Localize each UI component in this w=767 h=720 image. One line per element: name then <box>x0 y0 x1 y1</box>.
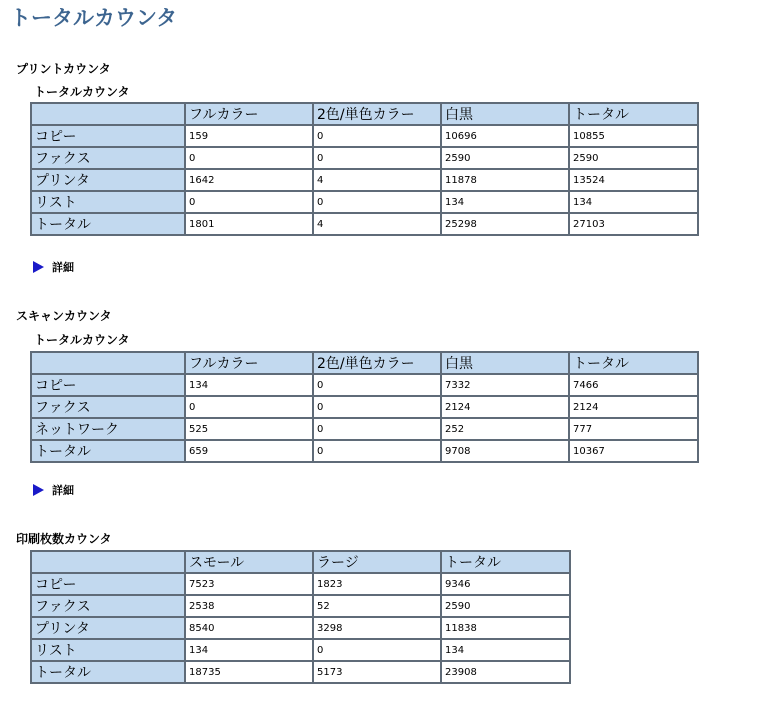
column-header-black-white: 白黒 <box>441 103 569 125</box>
column-header-total: トータル <box>569 352 698 374</box>
table-cell: 11878 <box>441 169 569 191</box>
table-cell: 525 <box>185 418 313 440</box>
column-header-two-color: 2色/単色カラー <box>313 352 441 374</box>
table-cell: 9708 <box>441 440 569 462</box>
table-cell: 0 <box>313 147 441 169</box>
detail-link-label: 詳細 <box>52 261 74 274</box>
table-cell: 0 <box>185 191 313 213</box>
table-row <box>31 440 698 462</box>
column-header-small: スモール <box>185 551 313 573</box>
table-row <box>31 396 698 418</box>
table-cell: 25298 <box>441 213 569 235</box>
table-cell: 52 <box>313 595 441 617</box>
table-cell: 7466 <box>569 374 698 396</box>
column-header-blank <box>31 551 185 573</box>
table-cell: 134 <box>185 374 313 396</box>
table-cell: 2590 <box>441 147 569 169</box>
table-cell: 1823 <box>313 573 441 595</box>
table-cell: 134 <box>185 639 313 661</box>
print-sheet-counter-table <box>30 550 571 684</box>
column-header-blank <box>31 352 185 374</box>
column-header-blank <box>31 103 185 125</box>
table-cell: 7523 <box>185 573 313 595</box>
table-cell: 134 <box>441 191 569 213</box>
table-cell: 3298 <box>313 617 441 639</box>
table-cell: 0 <box>313 440 441 462</box>
row-label-list: リスト <box>31 191 185 213</box>
table-cell: 777 <box>569 418 698 440</box>
table-header-row <box>31 551 570 573</box>
table-cell: 18735 <box>185 661 313 683</box>
row-label-fax: ファクス <box>31 147 185 169</box>
column-header-full-color: フルカラー <box>185 103 313 125</box>
table-row <box>31 169 698 191</box>
row-label-copy: コピー <box>31 125 185 147</box>
table-cell: 11838 <box>441 617 570 639</box>
row-label-fax: ファクス <box>31 396 185 418</box>
print-total-counter-subtitle: トータルカウンタ <box>34 85 130 99</box>
table-cell: 4 <box>313 169 441 191</box>
table-row <box>31 617 570 639</box>
table-cell: 10367 <box>569 440 698 462</box>
column-header-total: トータル <box>569 103 698 125</box>
scan-total-counter-subtitle: トータルカウンタ <box>34 333 130 347</box>
table-row <box>31 213 698 235</box>
table-cell: 252 <box>441 418 569 440</box>
table-cell: 0 <box>185 396 313 418</box>
table-cell: 0 <box>313 639 441 661</box>
table-cell: 0 <box>313 396 441 418</box>
row-label-total: トータル <box>31 440 185 462</box>
detail-link-label: 詳細 <box>52 484 74 497</box>
row-label-copy: コピー <box>31 573 185 595</box>
table-row <box>31 639 570 661</box>
table-row <box>31 573 570 595</box>
column-header-full-color: フルカラー <box>185 352 313 374</box>
table-row <box>31 418 698 440</box>
table-cell: 8540 <box>185 617 313 639</box>
print-sheet-counter-title: 印刷枚数カウンタ <box>16 532 112 546</box>
table-cell: 0 <box>313 191 441 213</box>
column-header-total: トータル <box>441 551 570 573</box>
row-label-copy: コピー <box>31 374 185 396</box>
scan-detail-link[interactable] <box>33 482 74 498</box>
play-arrow-icon <box>33 484 44 496</box>
table-row <box>31 595 570 617</box>
table-row <box>31 147 698 169</box>
row-label-printer: プリンタ <box>31 617 185 639</box>
table-row <box>31 661 570 683</box>
column-header-large: ラージ <box>313 551 441 573</box>
column-header-black-white: 白黒 <box>441 352 569 374</box>
table-cell: 1801 <box>185 213 313 235</box>
table-cell: 2590 <box>441 595 570 617</box>
print-counter-title: プリントカウンタ <box>16 62 111 76</box>
row-label-fax: ファクス <box>31 595 185 617</box>
table-cell: 134 <box>569 191 698 213</box>
row-label-printer: プリンタ <box>31 169 185 191</box>
table-cell: 1642 <box>185 169 313 191</box>
table-cell: 13524 <box>569 169 698 191</box>
table-cell: 7332 <box>441 374 569 396</box>
print-counter-table <box>30 102 699 236</box>
scan-counter-table <box>30 351 699 463</box>
table-cell: 0 <box>313 125 441 147</box>
row-label-network: ネットワーク <box>31 418 185 440</box>
table-cell: 9346 <box>441 573 570 595</box>
table-cell: 10855 <box>569 125 698 147</box>
table-cell: 2538 <box>185 595 313 617</box>
table-cell: 4 <box>313 213 441 235</box>
table-header-row <box>31 103 698 125</box>
table-cell: 5173 <box>313 661 441 683</box>
table-cell: 0 <box>313 418 441 440</box>
table-cell: 2590 <box>569 147 698 169</box>
table-header-row <box>31 352 698 374</box>
print-detail-link[interactable] <box>33 259 74 275</box>
row-label-list: リスト <box>31 639 185 661</box>
table-row <box>31 125 698 147</box>
table-cell: 27103 <box>569 213 698 235</box>
table-cell: 659 <box>185 440 313 462</box>
row-label-total: トータル <box>31 661 185 683</box>
table-cell: 2124 <box>441 396 569 418</box>
table-cell: 134 <box>441 639 570 661</box>
page-title: トータルカウンタ <box>10 6 178 30</box>
table-cell: 23908 <box>441 661 570 683</box>
table-cell: 0 <box>313 374 441 396</box>
play-arrow-icon <box>33 261 44 273</box>
table-cell: 159 <box>185 125 313 147</box>
column-header-two-color: 2色/単色カラー <box>313 103 441 125</box>
table-cell: 2124 <box>569 396 698 418</box>
table-row <box>31 191 698 213</box>
table-cell: 0 <box>185 147 313 169</box>
scan-counter-title: スキャンカウンタ <box>16 309 112 323</box>
row-label-total: トータル <box>31 213 185 235</box>
table-row <box>31 374 698 396</box>
table-cell: 10696 <box>441 125 569 147</box>
